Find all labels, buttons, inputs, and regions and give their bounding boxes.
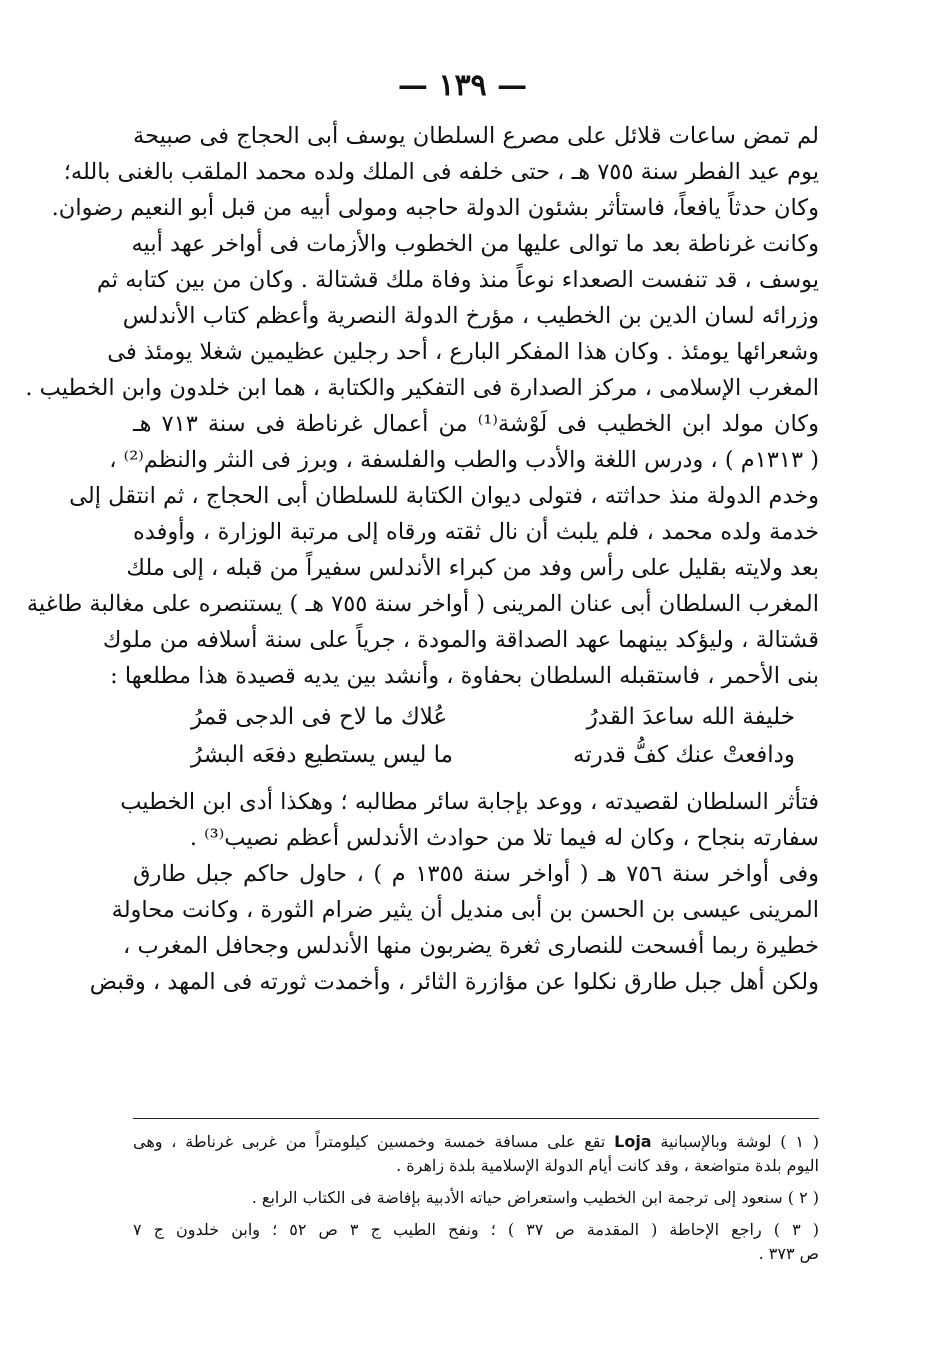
footnote-2: ( ٢ ) سنعود إلى ترجمة ابن الخطيب واستعراض حياته الأدبية بإفاضة فى الكتاب الرابع . [251,1188,819,1207]
text-line: وزرائه لسان الدين بن الخطيب ، مؤرخ الدولة النصرية وأعظم كتاب الأندلس [122,303,819,329]
text-line: لم تمض ساعات قلائل على مصرع السلطان يوسف أبى الحجاج فى صبيحة [133,123,819,149]
text-line: وكان حدثاً يافعاً، فاستأثر بشئون الدولة حاجبه ومولى أبيه من قبل أبو النعيم رضوان. [51,195,819,221]
text-line: المغرب الإسلامى ، مركز الصدارة فى التفكير والكتابة ، هما ابن خلدون وابن الخطيب . [25,375,819,401]
poem-verse [133,736,819,774]
text-line: قشتالة ، وليؤكد بينهما عهد الصداقة والمودة ، جرياً على سنة أسلافه من ملوك [102,627,819,653]
footnote-1 [133,1130,819,1154]
text-line: بنى الأحمر ، فاستقبله السلطان بحفاوة ، وأنشد بين يديه قصيدة هذا مطلعها : [110,663,819,689]
text-line: ( ١٣١٣م ) ، ودرس اللغة والأدب والطب والفلسفة ، وبرز فى النثر والنظم⁽²⁾ ، [109,447,819,473]
text-line: خطيرة ربما أفسحت للنصارى ثغرة يضربون منها الأندلس وجحافل المغرب ، [123,933,819,959]
text-line: وكان مولد ابن الخطيب فى لَوْشة⁽¹⁾ من أعمال غرناطة فى سنة ٧١٣ هـ [133,411,819,437]
text-line: وفى أواخر سنة ٧٥٦ هـ ( أواخر سنة ١٣٥٥ م ) ، حاول حاكم جبل طارق [133,861,819,887]
text-line: ولكن أهل جبل طارق نكلوا عن مؤازرة الثائر ، وأخمدت ثورته فى المهد ، وقبض [89,969,819,995]
text-line: وشعرائها يومئذ . وكان هذا المفكر البارع ، أحد رجلين عظيمين شغلا يومئذ فى [107,339,819,365]
text-line: خدمة ولده محمد ، فلم يلبث أن نال ثقته ورقاه إلى مرتبة الوزارة ، وأوفده [133,519,819,545]
footnote-1-text-b: تقع على مسافة خمسة وخمسين كيلومتراً من غربى غرناطة ، وهى [133,1132,606,1151]
text-line: يوم عيد الفطر سنة ٧٥٥ هـ ، حتى خلفه فى الملك ولده محمد الملقب بالغنى بالله؛ [63,159,819,185]
poem [133,698,819,774]
footnotes [133,1130,819,1266]
verse-second-hemistich: عُلاك ما لاح فى الدجى قمرُ [191,704,448,730]
text-line: فتأثر السلطان لقصيدته ، ووعد بإجابة سائر مطالبه ؛ وهكذا أدى ابن الخطيب [120,789,819,815]
verse-second-hemistich: ما ليس يستطيع دفعَه البشرُ [191,742,453,768]
footnote-3: ( ٣ ) راجع الإحاطة ( المقدمة ص ٣٧ ) ؛ ونفح الطيب ج ٣ ص ٥٢ ؛ وابن خلدون ج ٧ [133,1220,819,1239]
verse-first-hemistich: ودافعتْ عنك كفُّ قدرته [572,742,795,768]
text-line: وخدم الدولة منذ حداثته ، فتولى ديوان الكتابة للسلطان أبى الحجاج ، ثم انتقل إلى [69,483,819,509]
text-line: المرينى عيسى بن الحسن بن أبى منديل أن يثير ضرام الثورة ، وكانت محاولة [111,897,819,923]
footnote-1-text-a: ( ١ ) لوشة وبالإسبانية [660,1132,819,1151]
text-line: يوسف ، قد تنفست الصعداء نوعاً منذ وفاة ملك قشتالة . وكان من بين كتابه ثم [96,267,819,293]
text-line: بعد ولايته بقليل على رأس وفد من كبراء الأندلس سفيراً من قبله ، إلى ملك [126,555,819,581]
poem-verse [133,698,819,736]
footnote-1-continued: اليوم بلدة متواضعة ، وقد كانت أيام الدولة الإسلامية بلدة زاهرة . [396,1156,819,1175]
text-line: المغرب السلطان أبى عنان المرينى ( أواخر سنة ٧٥٥ هـ ) يستنصره على مغالبة طاغية [26,591,819,617]
text-line: وكانت غرناطة بعد ما توالى عليها من الخطوب والأزمات فى أواخر عهد أبيه [131,231,819,257]
page-number: — ١٣٩ — [397,68,528,103]
footnote-1-latin: Loja [614,1132,652,1151]
footnote-3-continued: ص ٣٧٣ . [758,1244,819,1263]
footnote-divider [133,1118,819,1119]
main-text [25,118,819,1000]
verse-first-hemistich: خليفة الله ساعدَ القدرُ [586,704,795,730]
text-line: سفارته بنجاح ، وكان له فيما تلا من حوادث الأندلس أعظم نصيب⁽³⁾ . [189,825,819,851]
